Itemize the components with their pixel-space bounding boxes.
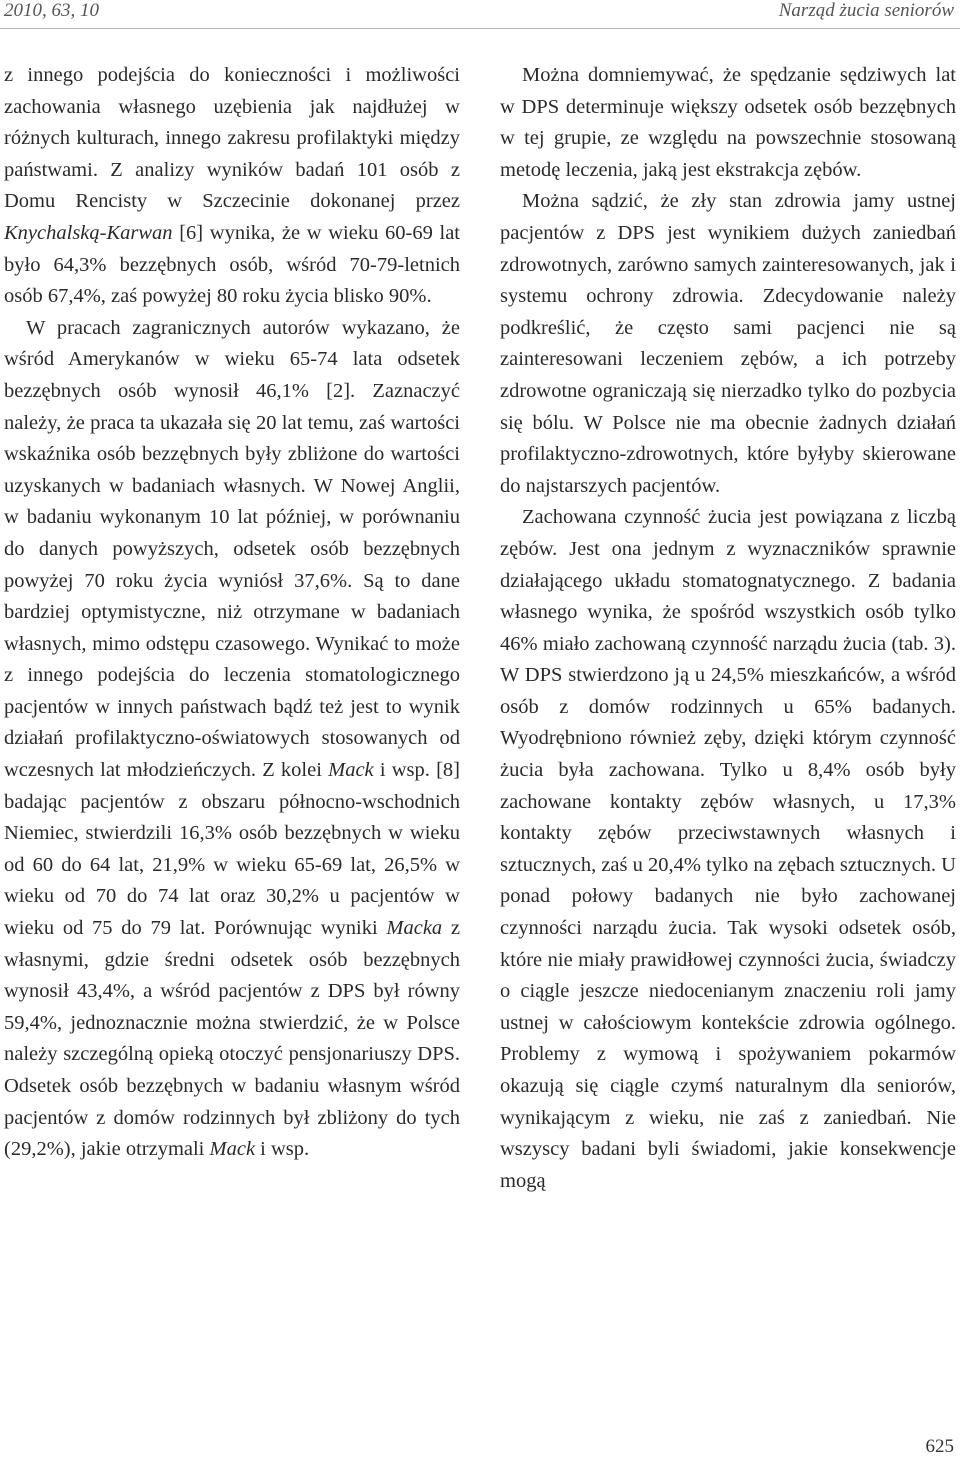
italic-author-name: Macka (386, 917, 443, 940)
paragraph-p4 (500, 186, 956, 502)
italic-author-name: Mack (209, 1138, 256, 1161)
left-column (4, 60, 460, 1166)
page-number: 625 (925, 1436, 954, 1457)
running-header (0, 0, 960, 28)
paragraph-p1 (4, 60, 460, 313)
paragraph-text: z innego podejścia do konieczności i możliwości zachowania własnego uzębienia jak najdłużej w różnych kulturach, innego zakresu profilaktyki między państwami. Z analizy wyników badań 101 osób z Domu Rencisty w Szczecinie dokonanej przez (4, 64, 460, 213)
right-column (500, 60, 956, 1197)
italic-author-name: Mack (328, 759, 374, 782)
journal-citation: 2010, 63, 10 (4, 0, 99, 21)
section-title: Narząd żucia seniorów (778, 0, 954, 21)
italic-author-name: Knychalską-Karwan (4, 221, 173, 244)
paragraph-text: Zachowana czynność żucia jest powiązana z liczbą zębów. Jest ona jednym z wyznaczników sprawnie działającego układu stomatognatycznego. Z badania własnego wynika, że spośród wszystkich osób tylko 46% miało zachowaną czynność narządu żucia (tab. 3). W DPS stwierdzono ją u 24,5% mieszkańców, a wśród osób z domów rodzinnych u 65% badanych. Wyodrębniono również zęby, dzięki którym czynność żucia była zachowana. Tylko u 8,4% osób były zachowane kontakty zębów własnych, u 17,3% kontakty zębów przeciwstawnych własnych i sztucznych, zaś u 20,4% tylko na zębach sztucznych. U ponad połowy badanych nie było zachowanej czynności narządu żucia. Tak wysoki odsetek osób, które nie miały prawidłowej czynności żucia, świadczy o ciągle jeszcze niedocenianym znaczeniu roli jamy ustnej w całościowym kontekście zdrowia ogólnego. Problemy z wymową i spożywaniem pokarmów okazują się ciągle czymś naturalnym dla seniorów, wynikającym z wieku, nie zaś z zaniedbań. Nie wszyscy badani byli świadomi, jakie konsekwencje mogą (500, 506, 956, 1192)
paragraph-text: W pracach zagranicznych autorów wykazano, że wśród Amerykanów w wieku 65-74 lata odsetek bezzębnych osób wynosił 46,1% [2]. Zaznaczyć należy, że praca ta ukazała się 20 lat temu, zaś wartości wskaźnika osób bezzębnych były zbliżone do wartości uzyskanych w badaniach własnych. W Nowej Anglii, w badaniu wykonanym 10 lat później, w porównaniu do danych powyższych, odsetek osób bezzębnych powyżej 70 roku życia wyniósł 37,6%. Są to dane bardziej optymistyczne, niż otrzymane w badaniach własnych, mimo odstępu czasowego. Wynikać to może z innego podejścia do leczenia stomatologicznego pacjentów w innych państwach bądź też jest to wynik działań profilaktyczno-oświatowych stosowanych od wczesnych lat młodzieńczych. Z kolei (4, 316, 460, 782)
paragraph-p3 (500, 60, 956, 186)
paragraph-text: Można sądzić, że zły stan zdrowia jamy ustnej pacjentów z DPS jest wynikiem dużych zaniedbań zdrowotnych, zarówno samych zainteresowanych, jak i systemu ochrony zdrowia. Zdecydowanie należy podkreślić, że często sami pacjenci nie są zainteresowani leczeniem zębów, a ich potrzeby zdrowotne ograniczają się nierzadko tylko do pozbycia się bólu. W Polsce nie ma obecnie żadnych działań profilaktyczno-zdrowotnych, które byłyby skierowane do najstarszych pacjentów. (500, 190, 956, 497)
paragraph-text: Można domniemywać, że spędzanie sędziwych lat w DPS determinuje większy odsetek osób bezzębnych w tej grupie, ze względu na powszechnie stosowaną metodę leczenia, jaką jest ekstrakcja zębów. (500, 64, 956, 181)
paragraph-text: i wsp. (255, 1138, 310, 1161)
header-rule (0, 28, 960, 29)
paragraph-text: z własnymi, gdzie średni odsetek osób bezzębnych wynosił 43,4%, a wśród pacjentów z DPS był równy 59,4%, jednoznacznie można stwierdzić, że w Polsce należy szczególną opieką otoczyć pensjonariuszy DPS. Odsetek osób bezzębnych w badaniu własnym wśród pacjentów z domów rodzinnych był zbliżony do tych (29,2%), jakie otrzymali (4, 917, 460, 1161)
paragraph-text: [6] wynika, że w wieku 60-69 lat było 64,3% bezzębnych osób, wśród 70-79-letnich osób 67,4%, zaś powyżej 80 roku życia blisko 90%. (4, 221, 460, 308)
paragraph-p2 (4, 313, 460, 1166)
paragraph-p5 (500, 502, 956, 1197)
paragraph-text: i wsp. [8] badając pacjentów z obszaru północno-wschodnich Niemiec, stwierdzili 16,3% osób bezzębnych w wieku od 60 do 64 lat, 21,9% w wieku 65-69 lat, 26,5% w wieku od 70 do 74 lat oraz 30,2% u pacjentów w wieku od 75 do 79 lat. Porównując wyniki (4, 759, 460, 940)
